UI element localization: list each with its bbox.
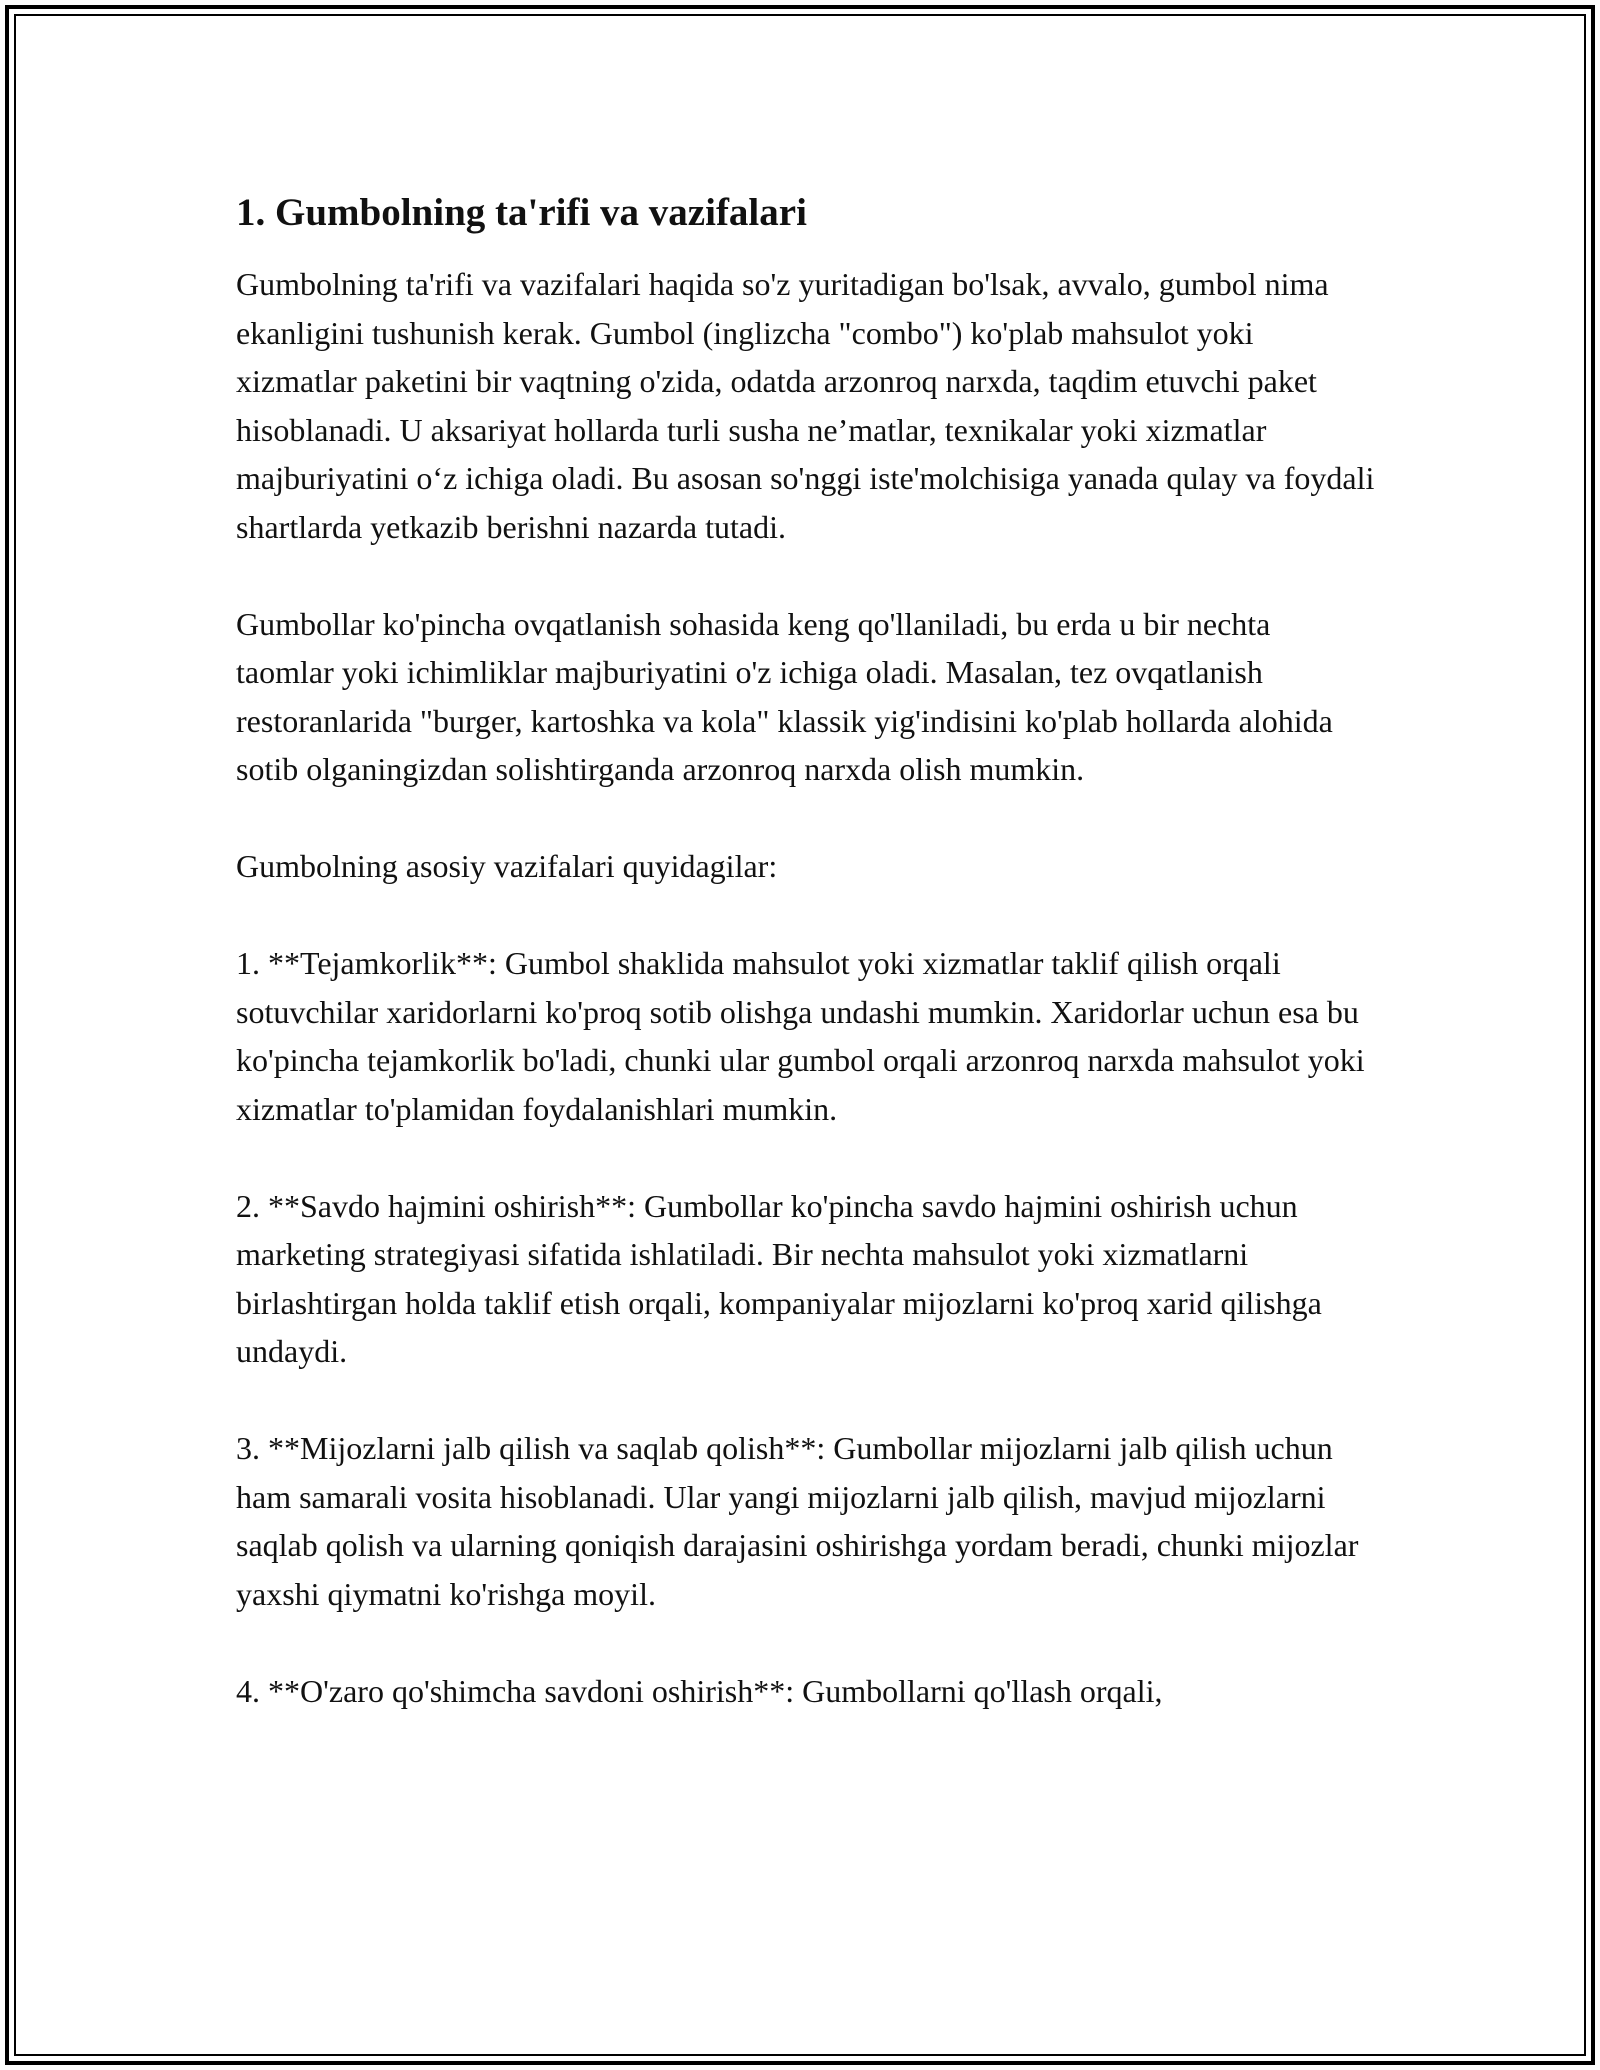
paragraph-food-example: Gumbollar ko'pincha ovqatlanish sohasida keng qo'llaniladi, bu erda u bir nechta taomlar yoki ichimliklar majburiyatini o'z ichiga oladi. Masalan, tez ovqatlanish restoranlarida "burger, kartoshka va kola" klassik yig'indisini ko'plab hollarda alohida sotib olganingizdan solishtirganda arzonroq narxda olish mumkin. — [236, 605, 1333, 787]
section-heading: 1. Gumbolning ta'rifi va vazifalari — [236, 191, 807, 234]
list-item-sales-volume: 2. **Savdo hajmini oshirish**: Gumbollar ko'pincha savdo hajmini oshirish uchun marketing strategiyasi sifatida ishlatiladi. Bir nechta mahsulot yoki xizmatlarni birlashtirgan holda taklif etish orqali, kompaniyalar mijozlarni ko'proq xarid qilishga undaydi. — [236, 1187, 1322, 1369]
paragraph-definition: Gumbolning ta'rifi va vazifalari haqida so'z yuritadigan bo'lsak, avvalo, gumbol nima ekanligini tushunish kerak. Gumbol (inglizcha "combo") ko'plab mahsulot yoki xizmatlar paketini bir vaqtning o'zida, odatda arzonroq narxda, taqdim etuvchi paket hisoblanadi. U aksariyat hollarda turli susha ne’matlar, texnikalar yoki xizmatlar majburiyatini o‘z ichiga oladi. Bu asosan so'nggi iste'molchisiga yanada qulay va foydali shartlarda yetkazib berishni nazarda tutadi. — [236, 266, 1375, 545]
list-item-cross-sales: 4. **O'zaro qo'shimcha savdoni oshirish**: Gumbollarni qo'llash orqali, — [236, 1672, 1163, 1709]
list-item-customer-retention: 3. **Mijozlarni jalb qilish va saqlab qolish**: Gumbollar mijozlarni jalb qilish uchun ham samarali vosita hisoblanadi. Ular yangi mijozlarni jalb qilish, mavjud mijozlarni saqlab qolish va ularning qoniqish darajasini oshirishga yordam beradi, chunki mijozlar yaxshi qiymatni ko'rishga moyil. — [236, 1430, 1359, 1612]
paragraph-functions-intro: Gumbolning asosiy vazifalari quyidagilar: — [236, 848, 778, 884]
document-body — [236, 188, 1376, 1715]
list-item-savings: 1. **Tejamkorlik**: Gumbol shaklida mahsulot yoki xizmatlar taklif qilish orqali sotuvchilar xaridorlarni ko'proq sotib olishga undashi mumkin. Xaridorlar uchun esa bu ko'pincha tejamkorlik bo'ladi, chunki ular gumbol orqali arzonroq narxda mahsulot yoki xizmatlar to'plamidan foydalanishlari mumkin. — [236, 945, 1365, 1127]
